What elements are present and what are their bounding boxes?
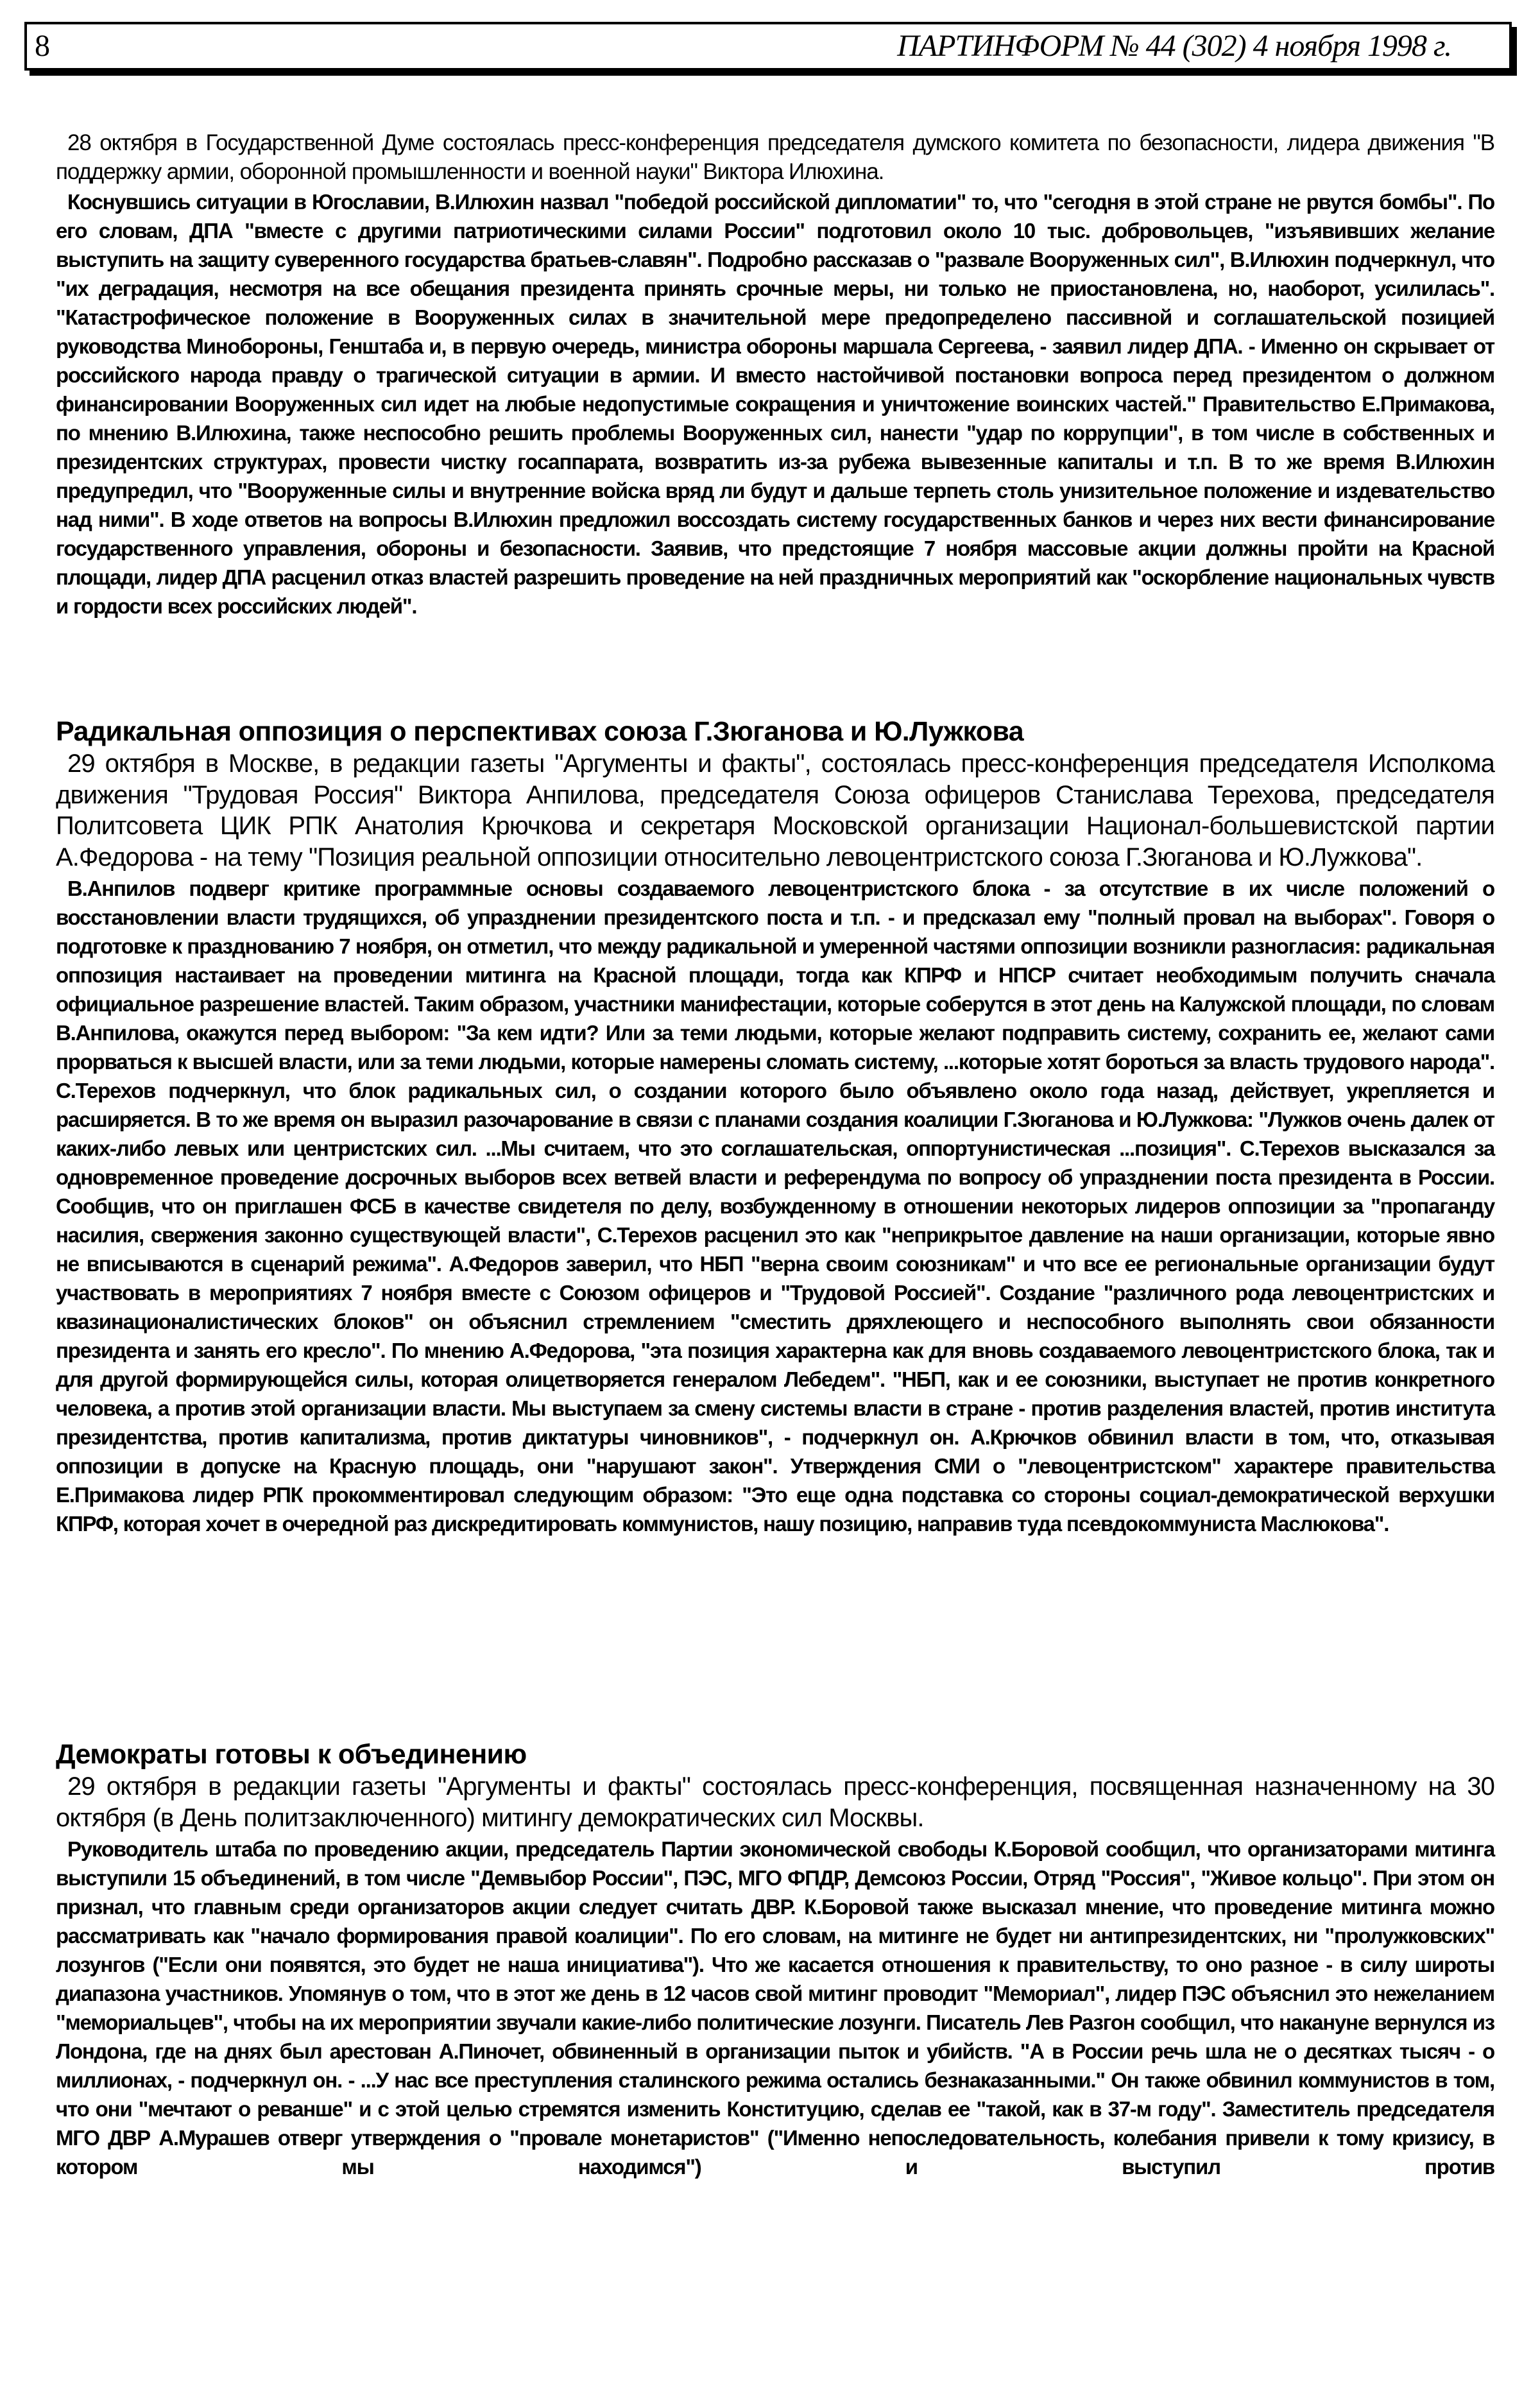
page-header — [24, 22, 1512, 71]
article-radical-opposition — [56, 715, 1494, 1538]
article-lead: 29 октября в Москве, в редакции газеты "Аргументы и факты", состоялась пресс-конференция председателя Исполкома движения "Трудовая Россия" Виктора Анпилова, председателя Союза офицеров Станислава Терехова, председателя Политсовета ЦИК РПК Анатолия Крючкова и секретаря Московской организации Национал-большевистской партии А.Федорова - на тему "Позиция реальной оппозиции относительно левоцентристского союза Г.Зюганова и Ю.Лужкова". — [56, 750, 1494, 871]
article-lead: 28 октября в Государственной Думе состоялась пресс-конференция председателя думского комитета по безопасности, лидера движения "В поддержку армии, оборонной промышленности и военной науки" Виктора Илюхина. — [56, 130, 1494, 184]
publication-title: ПАРТИНФОРМ № 44 (302) 4 ноября 1998 г. — [897, 29, 1451, 63]
article-heading: Демократы готовы к объединению — [56, 1739, 527, 1770]
article-democrats — [56, 1738, 1494, 2181]
article-body: В.Анпилов подверг критике программные основы создаваемого левоцентристского блока - за отсутствие в их числе положений о восстановлении власти трудящихся, об упразднении президентского поста и т.п. - и предсказал ему "полный провал на выборах". Говоря о подготовке к празднованию 7 ноября, он отметил, что между радикальной и умеренной частями оппозиции возникли разногласия: радикальная оппозиция настаивает на проведении митинга на Красной площади, тогда как КПРФ и НПСР считает необходимым получить сначала официальное разрешение властей. Таким образом, участники манифестации, которые соберутся в этот день на Калужской площади, по словам В.Анпилова, окажутся перед выбором: "За кем идти? Или за теми людьми, которые желают подправить систему, сохранить ее, желают сами прорваться к высшей власти, или за теми людьми, которые намерены сломать систему, ...которые хотят бороться за власть трудового народа". С.Терехов подчеркнул, что блок радикальных сил, о создании которого было объявлено около года назад, действует, укрепляется и расширяется. В то же время он выразил разочарование в связи с планами создания коалиции Г.Зюганова и Ю.Лужкова: "Лужков очень далек от каких-либо левых или центристских сил. ...Мы считаем, что это соглашательская, оппортунистическая ...позиция". С.Терехов высказался за одновременное проведение досрочных выборов всех ветвей власти и референдума по вопросу об упразднении поста президента в России. Сообщив, что он приглашен ФСБ в качестве свидетеля по делу, возбужденному в отношении некоторых лидеров оппозиции за "пропаганду насилия, свержения законно существующей власти", С.Терехов расценил это как "неприкрытое давление на наши организации, которые явно не вписываются в сценарий режима". А.Федоров заверил, что НБП "верна своим союзникам" и что все ее региональные организации будут участвовать в мероприятиях 7 ноября вместе с Союзом офицеров и "Трудовой Россией". Создание "различного рода левоцентристских и квазинационалистических блоков" он объяснил стремлением "сместить дряхлеющего и неспособного выполнять свои обязанности президента и занять его кресло". По мнению А.Федорова, "эта позиция характерна как для вновь создаваемого левоцентристского блока, так и для другой формирующейся силы, которая олицетворяется генералом Лебедем". "НБП, как и ее союзники, выступает не против конкретного человека, а против этой организации власти. Мы выступаем за смену системы власти в стране - против разделения властей, против института президентства, против капитализма, против диктатуры чиновников", - подчеркнул он. А.Крючков обвинил власти в том, что, отказывая оппозиции в допуске на Красную площадь, они "нарушают закон". Утверждения СМИ о "левоцентристском" характере правительства Е.Примакова лидер РПК прокомментировал следующим образом: "Это еще одна подставка со стороны социал-демократической верхушки КПРФ, которая хочет в очередной раз дискредитировать коммунистов, нашу позицию, направив туда псевдокоммуниста Маслюкова". — [56, 877, 1494, 1536]
article-iluhin — [56, 128, 1494, 621]
article-body: Руководитель штаба по проведению акции, председатель Партии экономической свободы К.Боровой сообщил, что организаторами митинга выступили 15 объединений, в том числе "Демвыбор России", ПЭС, МГО ФПДР, Демсоюз России, Отряд "Россия", "Живое кольцо". При этом он признал, что главным среди организаторов акции следует считать ДВР. К.Боровой также высказал мнение, что проведение митинга можно рассматривать как "начало формирования правой коалиции". По его словам, на митинге не будет ни антипрезидентских, ни "пролужковских" лозунгов ("Если они появятся, это будет не наша инициатива"). Что же касается отношения к правительству, то оно разное - в силу широты диапазона участников. Упомянув о том, что в этот же день в 12 часов свой митинг проводит "Мемориал", лидер ПЭС объяснил это нежеланием "мемориальцев", чтобы на их мероприятии звучали какие-либо политические лозунги. Писатель Лев Разгон сообщил, что накануне вернулся из Лондона, где на днях был арестован А.Пиночет, обвиненный в организации пыток и убийств. "А в России речь шла не о десятках тысяч - о миллионах, - подчеркнул он. - ...У нас все преступления сталинского режима остались безнаказанными." Он также обвинил коммунистов в том, что они "мечтают о реванше" и с этой целью стремятся изменить Конституцию, сделав ее "такой, как в 37-м году". Заместитель председателя МГО ДВР А.Мурашев отверг утверждения о "провале монетаристов" ("Именно непоследовательность, колебания привели к тому кризису, в котором мы находимся") и выступил против — [56, 1837, 1494, 2179]
article-body: Коснувшись ситуации в Югославии, В.Илюхин назвал "победой российской дипломатии" то, что "сегодня в этой стране не рвутся бомбы". По его словам, ДПА "вместе с другими патриотическими силами России" подготовил около 10 тыс. добровольцев, "изъявивших желание выступить на защиту суверенного государства братьев-славян". Подробно рассказав о "развале Вооруженных сил", В.Илюхин подчеркнул, что "их деградация, несмотря на все обещания президента принять срочные меры, ни только не приостановлена, но, наоборот, усилилась". "Катастрофическое положение в Вооруженных силах в значительной мере предопределено пассивной и соглашательской позицией руководства Минобороны, Генштаба и, в первую очередь, министра обороны маршала Сергеева, - заявил лидер ДПА. - Именно он скрывает от российского народа правду о трагической ситуации в армии. И вместо настойчивой постановки вопроса перед президентом о должном финансировании Вооруженных сил идет на любые недопустимые сокращения и уничтожение воинских частей." Правительство Е.Примакова, по мнению В.Илюхина, также неспособно решить проблемы Вооруженных сил, нанести "удар по коррупции", в том числе в собственных и президентских структурах, провести чистку госаппарата, возвратить из-за рубежа вывезенные капиталы и т.п. В то же время В.Илюхин предупредил, что "Вооруженные силы и внутренние войска вряд ли будут и дальше терпеть столь унизительное положение и издевательство над ними". В ходе ответов на вопросы В.Илюхин предложил воссоздать систему государственных банков и через них вести финансирование государственного управления, обороны и безопасности. Заявив, что предстоящие 7 ноября массовые акции должны пройти на Красной площади, лидер ДПА расценил отказ властей разрешить проведение на ней праздничных мероприятий как "оскорбление национальных чувств и гордости всех российских людей". — [56, 190, 1494, 618]
article-heading: Радикальная оппозиция о перспективах союза Г.Зюганова и Ю.Лужкова — [56, 716, 1024, 747]
article-lead: 29 октября в редакции газеты "Аргументы и факты" состоялась пресс-конференция, посвященная назначенному на 30 октября (в День политзаключенного) митингу демократических сил Москвы. — [56, 1772, 1494, 1832]
page-number: 8 — [35, 29, 50, 63]
